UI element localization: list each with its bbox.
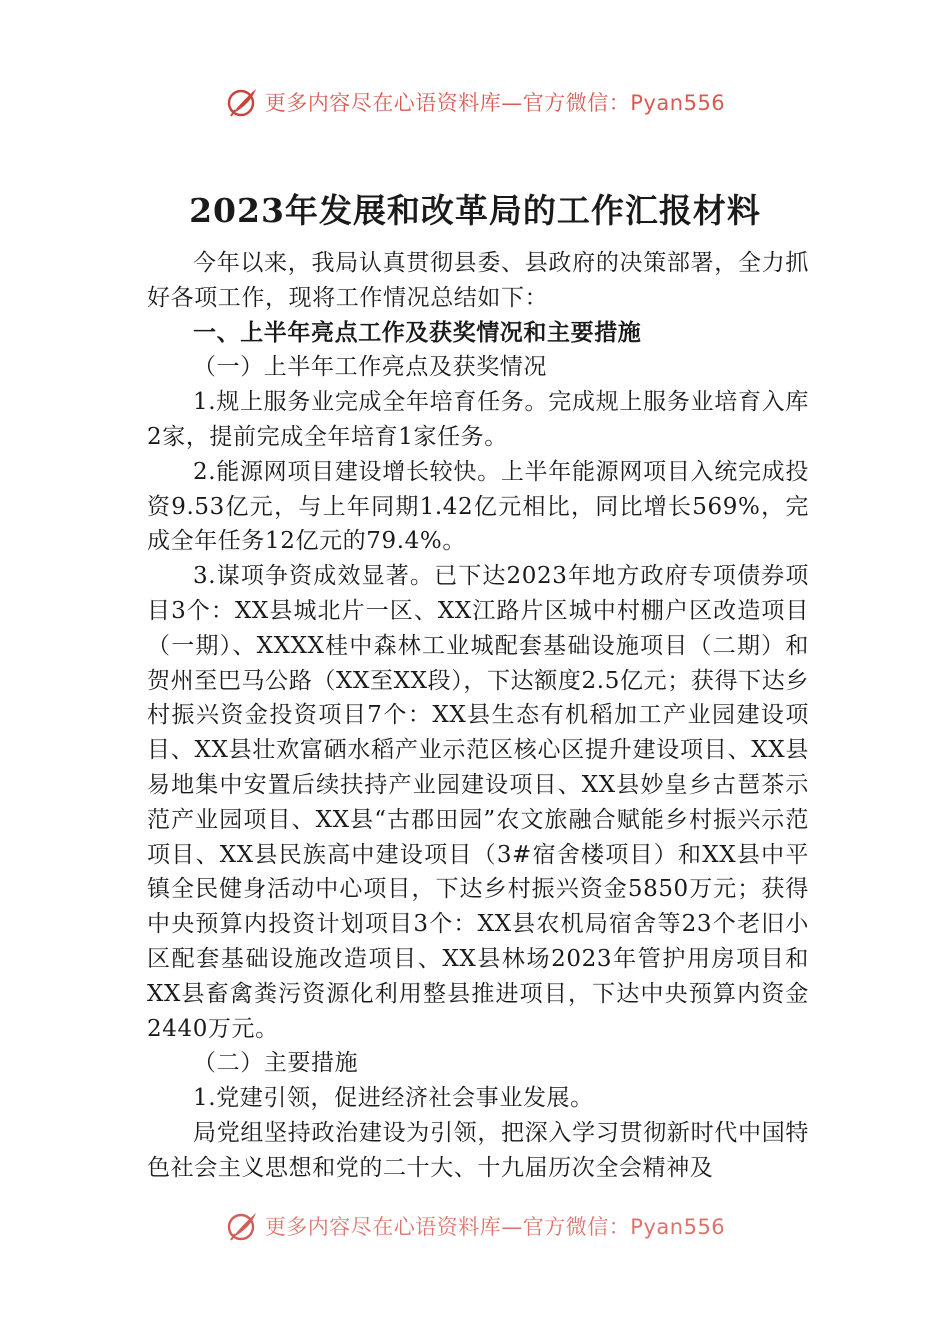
subsection-heading-1: （一）上半年工作亮点及获奖情况 [193, 354, 547, 381]
quill-pen-logo-icon [225, 1209, 259, 1243]
watermark-footer-text: 更多内容尽在心语资料库—官方微信：Pyan556 [264, 1215, 726, 1239]
section-heading-1: 一、上半年亮点工作及获奖情况和主要措施 [193, 319, 642, 346]
quill-pen-logo-icon [225, 85, 259, 119]
paragraph-item-2: 2.能源网项目建设增长较快。上半年能源网项目入统完成投资9.53亿元，与上年同期1.42亿元相比，同比增长569%，完成全年任务12亿元的79.4%。 [147, 458, 809, 555]
subsection-heading-2: （二）主要措施 [193, 1050, 359, 1077]
paragraph-item-3: 3.谋项争资成效显著。已下达2023年地方政府专项债券项目3个：XX县城北片一区、XX江路片区城中村棚户区改造项目（一期）、XXXX桂中森林工业城配套基础设施项目（二期）和贺州至巴马公路（XX至XX段），下达额度2.5亿元；获得下达乡村振兴资金投资项目7个：XX县生态有机稻加工产业园建设项目、XX县壮欢富硒水稻产业示范区核心区提升建设项目、XX县易地集中安置后续扶持产业园建设项目、XX县妙皇乡古琶茶示范产业园项目、XX县“古郡田园”农文旅融合赋能乡村振兴示范项目、XX县民族高中建设项目（3#宿舍楼项目）和XX县中平镇全民健身活动中心项目，下达乡村振兴资金5850万元；获得中央预算内投资计划项目3个：XX县农机局宿舍等23个老旧小区配套基础设施改造项目、XX县林场2023年管护用房项目和XX县畜禽粪污资源化利用整县推进项目，下达中央预算内资金2440万元。 [147, 563, 809, 1042]
watermark-header-inner [225, 85, 725, 119]
document-body [147, 246, 809, 1186]
intro-paragraph: 今年以来，我局认真贯彻县委、县政府的决策部署，全力抓好各项工作，现将工作情况总结如下： [147, 250, 809, 311]
watermark-header-text: 更多内容尽在心语资料库—官方微信：Pyan556 [264, 91, 726, 115]
watermark-footer-inner [225, 1209, 725, 1243]
document-title: 2023年发展和改革局的工作汇报材料 [189, 191, 761, 230]
paragraph-item-1: 1.规上服务业完成全年培育任务。完成规上服务业培育入库2家，提前完成全年培育1家任务。 [147, 389, 809, 450]
measure-paragraph: 局党组坚持政治建设为引领，把深入学习贯彻新时代中国特色社会主义思想和党的二十大、十九届历次全会精神及 [147, 1119, 809, 1181]
watermark-header [0, 80, 950, 124]
watermark-footer [0, 1204, 950, 1248]
measure-item-1: 1.党建引领，促进经济社会事业发展。 [193, 1085, 594, 1112]
